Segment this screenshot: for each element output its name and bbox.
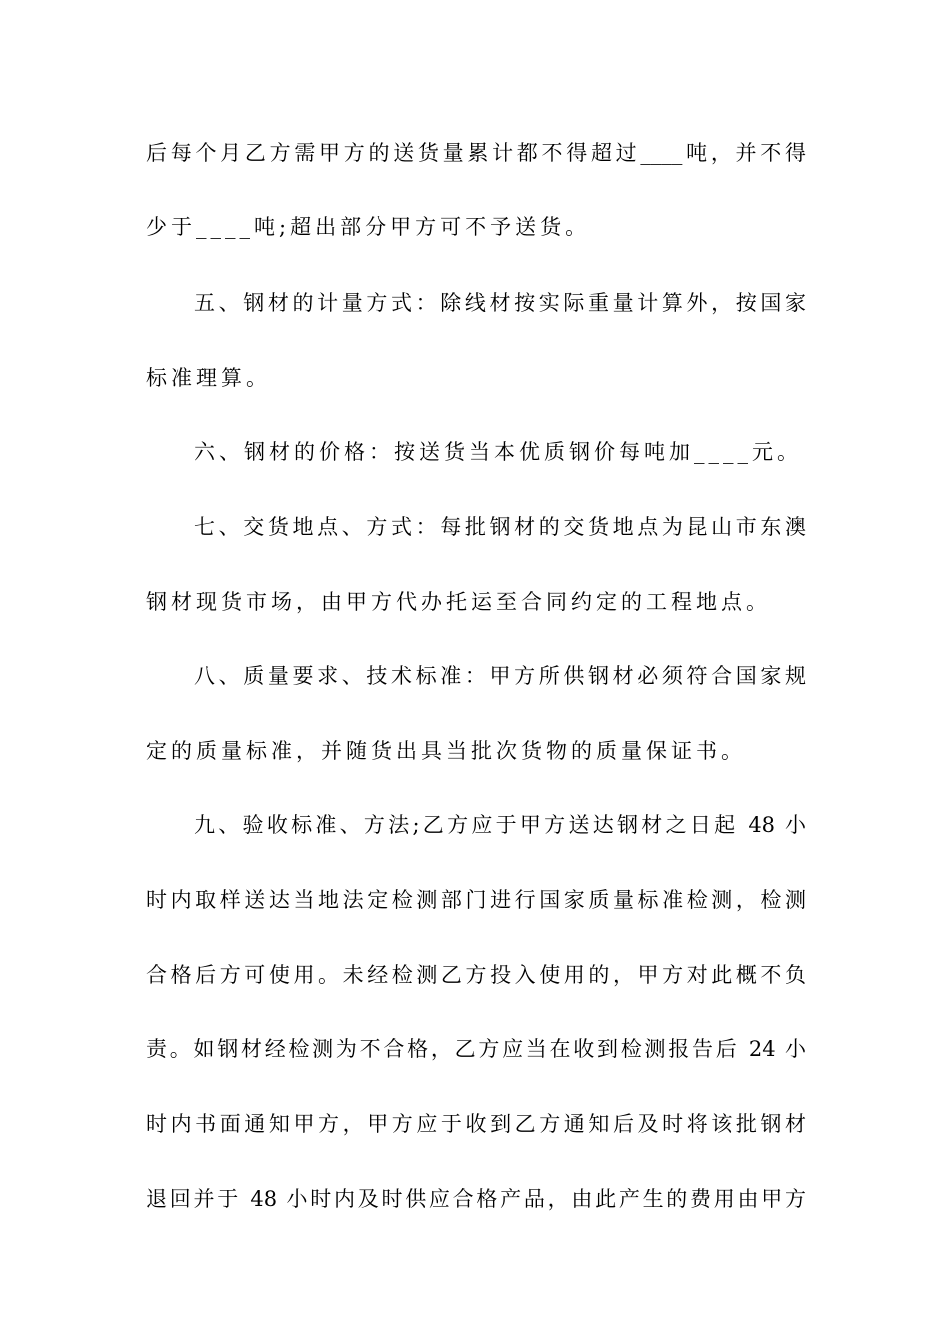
paragraph-line: 后每个月乙方需甲方的送货量累计都不得超过____吨，并不得 (146, 141, 806, 165)
section-7-heading-line: 七、交货地点、方式：每批钢材的交货地点为昆山市东澳 (194, 515, 806, 539)
paragraph-line: 定的质量标准，并随货出具当批次货物的质量保证书。 (146, 739, 746, 763)
paragraph-line: 标准理算。 (146, 366, 271, 390)
paragraph-line: 少于____吨;超出部分甲方可不予送货。 (146, 215, 591, 239)
paragraph-line: 合格后方可使用。未经检测乙方投入使用的，甲方对此概不负 (146, 963, 806, 987)
paragraph-line: 钢材现货市场，由甲方代办托运至合同约定的工程地点。 (146, 590, 771, 614)
section-6-heading-line: 六、钢材的价格：按送货当本优质钢价每吨加____元。 (194, 440, 802, 464)
section-5-heading-line: 五、钢材的计量方式：除线材按实际重量计算外，按国家 (194, 291, 806, 315)
section-8-heading-line: 八、质量要求、技术标准：甲方所供钢材必须符合国家规 (194, 664, 806, 688)
paragraph-line: 时内书面通知甲方，甲方应于收到乙方通知后及时将该批钢材 (146, 1112, 806, 1136)
paragraph-line: 责。如钢材经检测为不合格，乙方应当在收到检测报告后 24 小 (146, 1037, 806, 1061)
section-9-heading-line: 九、验收标准、方法;乙方应于甲方送达钢材之日起 48 小 (194, 813, 806, 837)
paragraph-line: 时内取样送达当地法定检测部门进行国家质量标准检测，检测 (146, 888, 806, 912)
paragraph-line: 退回并于 48 小时内及时供应合格产品，由此产生的费用由甲方 (146, 1187, 806, 1211)
